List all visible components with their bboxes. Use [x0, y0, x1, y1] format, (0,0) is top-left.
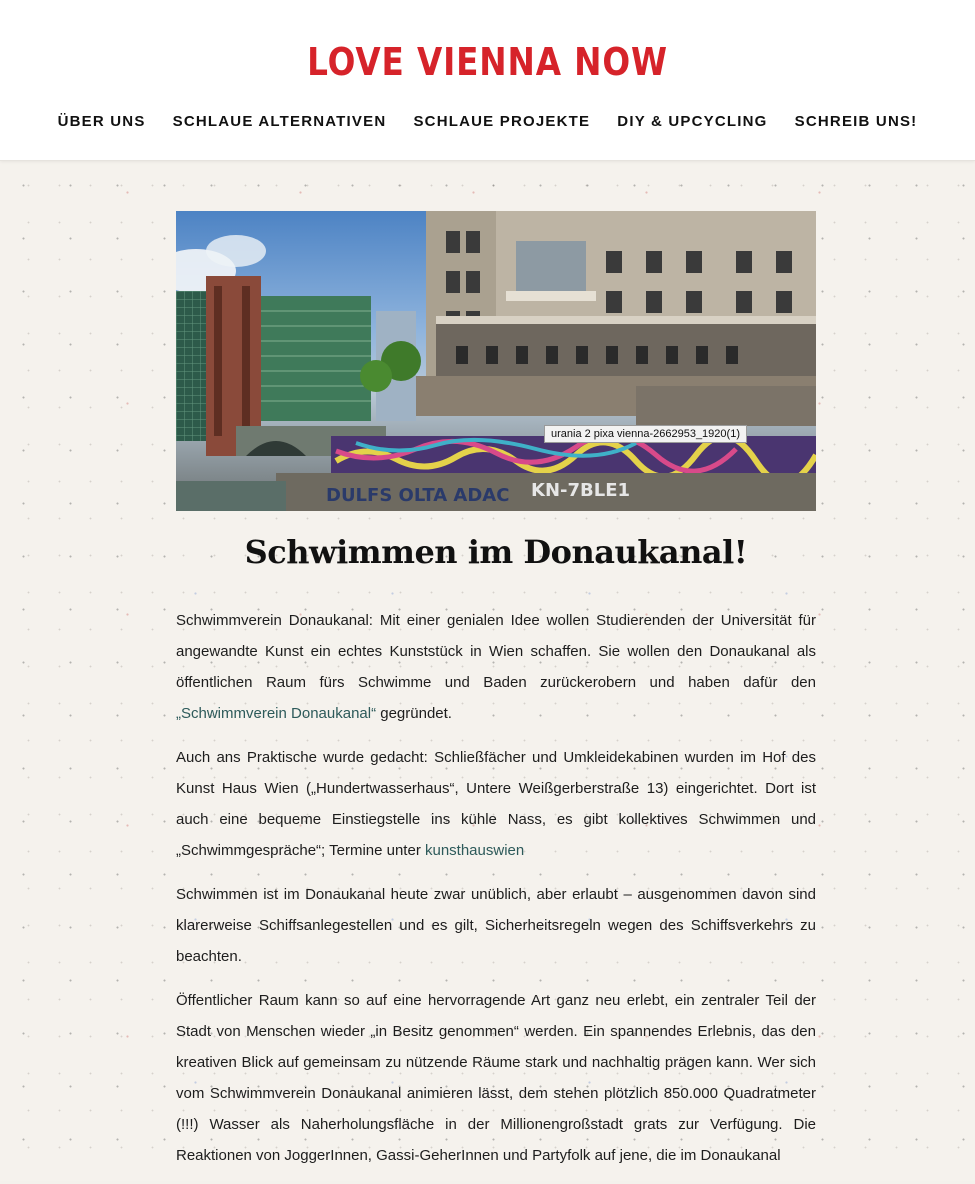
site-logo[interactable]: LOVE VIENNA NOW [307, 40, 668, 84]
paragraph-1-text: Schwimmverein Donaukanal: Mit einer genialen Idee wollen Studierenden der Universität für angewandte Kunst ein echtes Kunststück in Wien schaffen. Sie wollen den Donaukanal als öffentlichen Raum fürs Schwimme und Baden zurückerobern und haben dafür den [176, 612, 816, 691]
paragraph-2-text: Auch ans Praktische wurde gedacht: Schließfächer und Umkleidekabinen wurden im Hof des Kunst Haus Wien („Hundertwasserhaus“, Untere Weißgerberstraße 13) eingerichtet. Dort ist auch eine bequeme Einstiegstelle ins kühle Nass, es gibt kollektives Schwimmen und „Schwimmgespräche“; Termine unter [176, 749, 816, 859]
nav-item-diy-upcycling[interactable]: DIY & UPCYCLING [617, 113, 768, 130]
nav-item-ueber-uns[interactable]: ÜBER UNS [57, 113, 146, 130]
hero-image[interactable] [176, 211, 816, 511]
graffiti-text-1: DULFS OLTA ADAC [326, 485, 510, 506]
graffiti-text-2: KN-7BLE1 [531, 480, 631, 501]
paragraph-3: Schwimmen ist im Donaukanal heute zwar unüblich, aber erlaubt – ausgenommen davon sind klarerweise Schiffsanlegestellen und es gilt, Sicherheitsregeln wegen des Schiffsverkehrs zu beachten. [176, 886, 816, 965]
page-title: Schwimmen im Donaukanal! [244, 533, 748, 571]
link-kunsthauswien[interactable]: kunsthauswien [424, 842, 525, 859]
image-tooltip: urania 2 pixa vienna-2662953_1920(1) [544, 425, 747, 443]
nav-item-schlaue-alternativen[interactable]: SCHLAUE ALTERNATIVEN [172, 113, 387, 130]
nav-item-schlaue-projekte[interactable]: SCHLAUE PROJEKTE [413, 113, 591, 130]
paragraph-4: Öffentlicher Raum kann so auf eine hervorragende Art ganz neu erlebt, ein zentraler Teil der Stadt von Menschen wieder „in Besitz genommen“ werden. Ein spannendes Erlebnis, das den kreativen Blick auf gemeinsam zu nützende Räume stark und nachhaltig prägen kann. Wer sich vom Schwimmverein Donaukanal animieren lässt, dem stehen plötzlich 850.000 Quadratmeter (!!!) Wasser als Naherholungsfläche in der Millionengroßstadt grats zur Verfügung. Die Reaktionen von JoggerInnen, Gassi-GeherInnen und Partyfolk auf jene, die im Donaukanal [176, 992, 816, 1164]
main-navigation [0, 111, 975, 130]
hero-illustration [176, 211, 816, 511]
paragraph-1 [176, 605, 816, 729]
link-schwimmverein[interactable]: „Schwimmverein Donaukanal“ [176, 705, 377, 722]
paragraph-2 [176, 742, 816, 866]
paragraph-1-tail: gegründet. [376, 705, 452, 722]
site-header [0, 0, 975, 161]
nav-item-schreib-uns[interactable]: SCHREIB UNS! [794, 113, 918, 130]
article-body [176, 605, 816, 1184]
